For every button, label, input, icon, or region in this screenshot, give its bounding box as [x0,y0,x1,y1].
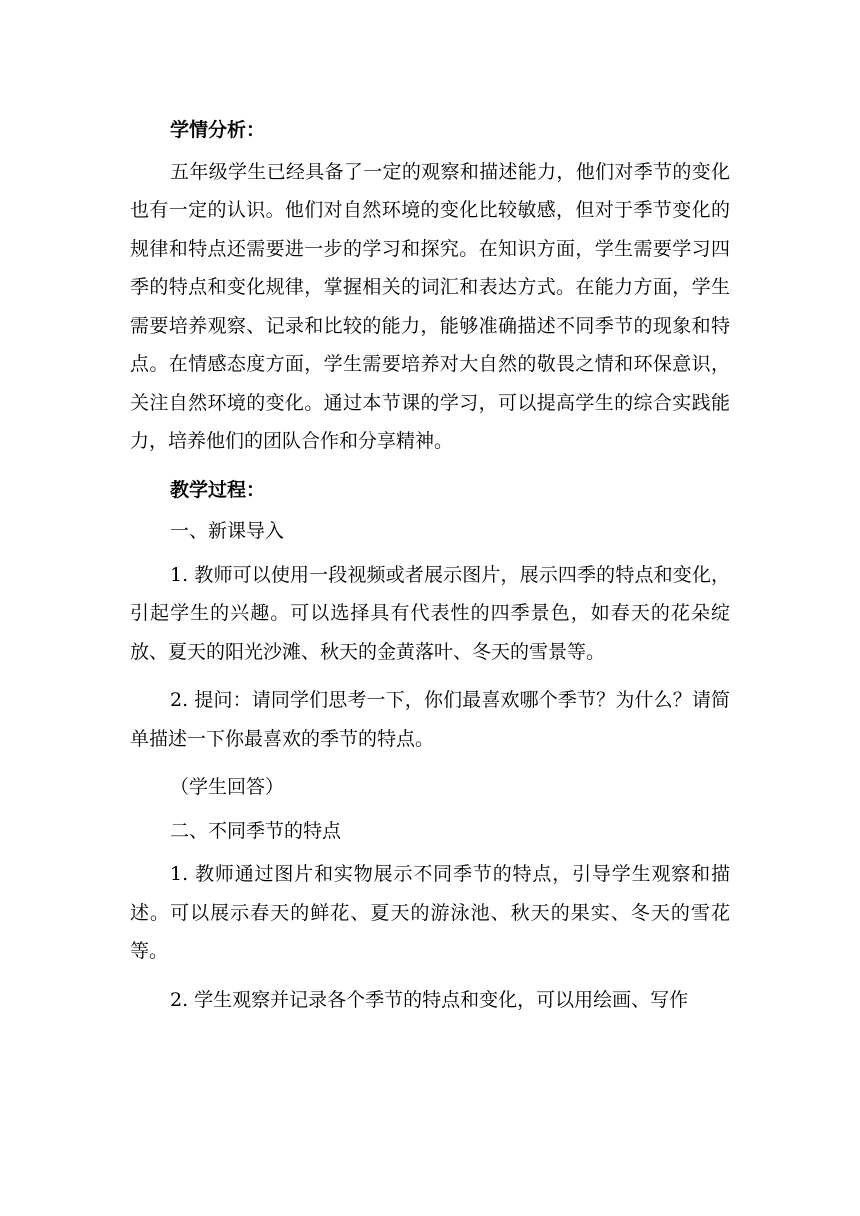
document-body [130,111,730,1029]
student-answer-note: （学生回答） [170,776,285,798]
season-step-1: 1. 教师通过图片和实物展示不同季节的特点，引导学生观察和描述。可以展示春天的鲜花、夏天的游泳池、秋天的果实、冬天的雪花等。 [130,863,730,962]
section-heading-learning-analysis: 学情分析： [170,119,266,141]
subheading-new-lesson-intro: 一、新课导入 [170,520,285,542]
intro-step-2: 2. 提问：请同学们思考一下，你们最喜欢哪个季节？为什么？请简单描述一下你最喜欢的季节的特点。 [130,689,730,750]
section-heading-teaching-process: 教学过程： [170,478,266,501]
intro-step-1: 1. 教师可以使用一段视频或者展示图片，展示四季的特点和变化，引起学生的兴趣。可以选择具有代表性的四季景色，如春天的花朵绽放、夏天的阳光沙滩、秋天的金黄落叶、冬天的雪景等。 [130,563,730,663]
learning-analysis-paragraph: 五年级学生已经具备了一定的观察和描述能力，他们对季节的变化也有一定的认识。他们对自然环境的变化比较敏感，但对于季节变化的规律和特点还需要进一步的学习和探究。在知识方面，学生需要学习四季的特点和变化规律，掌握相关的词汇和表达方式。在能力方面，学生需要培养观察、记录和比较的能力，能够准确描述不同季节的现象和特点。在情感态度方面，学生需要培养对大自然的敬畏之情和环保意识，关注自然环境的变化。通过本节课的学习，可以提高学生的综合实践能力，培养他们的团队合作和分享精神。 [130,160,730,452]
subheading-season-features: 二、不同季节的特点 [170,819,342,842]
season-step-2: 2. 学生观察并记录各个季节的特点和变化，可以用绘画、写作 [170,988,689,1011]
